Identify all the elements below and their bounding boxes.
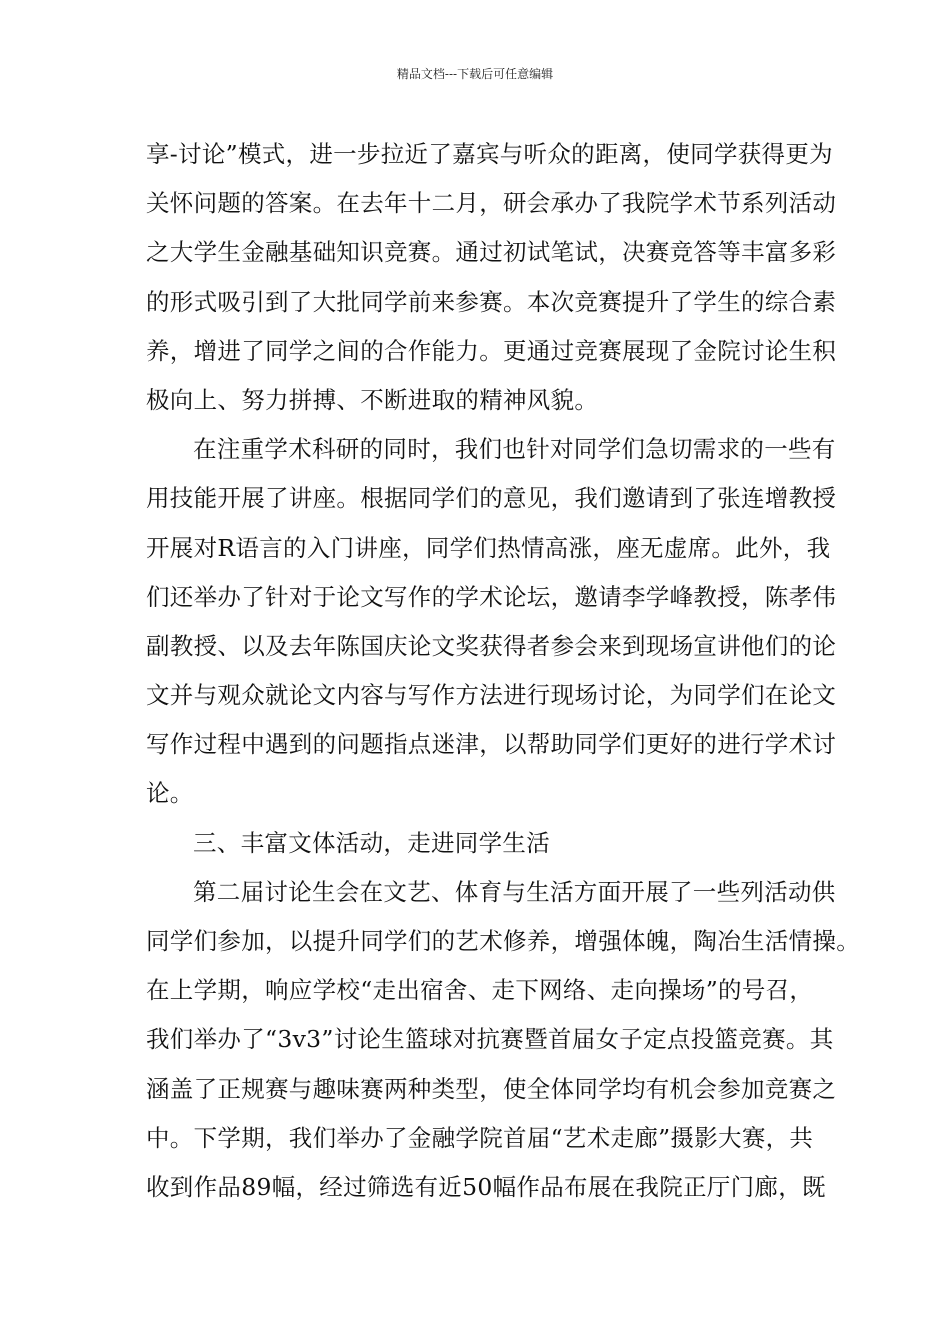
paragraph-first-line: 第二届讨论生会在文艺、体育与生活方面开展了一些列活动供 [193, 877, 836, 906]
text-line: 论。 [146, 779, 194, 808]
text-line: 收到作品89幅，经过筛选有近50幅作品布展在我院正厅门廊，既 [146, 1172, 826, 1201]
text-line: 关怀问题的答案。在去年十二月，研会承办了我院学术节系列活动 [146, 189, 837, 218]
text-line: 文并与观众就论文内容与写作方法进行现场讨论，为同学们在论文 [146, 681, 837, 710]
text-line: 同学们参加，以提升同学们的艺术修养，增强体魄，陶冶生活情操。 [146, 927, 860, 955]
text-line: 之大学生金融基础知识竞赛。通过初试笔试，决赛竞答等丰富多彩 [146, 238, 837, 267]
text-line: 涵盖了正规赛与趣味赛两种类型，使全体同学均有机会参加竞赛之 [146, 1074, 837, 1103]
text-line: 极向上、努力拼搏、不断进取的精神风貌。 [146, 385, 599, 414]
page-header: 精品文档---下载后可任意编辑 [396, 67, 554, 81]
text-line: 的形式吸引到了大批同学前来参赛。本次竞赛提升了学生的综合素 [146, 287, 837, 316]
document-body [146, 130, 860, 1212]
paragraph-first-line: 在注重学术科研的同时，我们也针对同学们急切需求的一些有 [193, 435, 836, 464]
text-line: 中。下学期，我们举办了金融学院首届“艺术走廊”摄影大赛，共 [146, 1123, 814, 1152]
text-line: 们还举办了针对于论文写作的学术论坛，邀请李学峰教授，陈孝伟 [146, 582, 837, 611]
text-line: 我们举办了“3v3”讨论生篮球对抗赛暨首届女子定点投篮竞赛。其 [146, 1025, 834, 1054]
text-line: 写作过程中遇到的问题指点迷津，以帮助同学们更好的进行学术讨 [146, 730, 837, 759]
text-line: 开展对R语言的入门讲座，同学们热情高涨，座无虚席。此外，我 [146, 533, 831, 562]
text-line: 用技能开展了讲座。根据同学们的意见，我们邀请到了张连增教授 [146, 484, 837, 513]
text-line: 在上学期，响应学校“走出宿舍、走下网络、走向操场”的号召， [146, 976, 814, 1005]
text-line: 副教授、以及去年陈国庆论文奖获得者参会来到现场宣讲他们的论 [146, 631, 837, 660]
section-heading: 三、丰富文体活动，走进同学生活 [193, 828, 550, 857]
text-line: 享-讨论”模式，进一步拉近了嘉宾与听众的距离，使同学获得更为 [146, 140, 833, 168]
text-line: 养，增进了同学之间的合作能力。更通过竞赛展现了金院讨论生积 [146, 336, 837, 365]
